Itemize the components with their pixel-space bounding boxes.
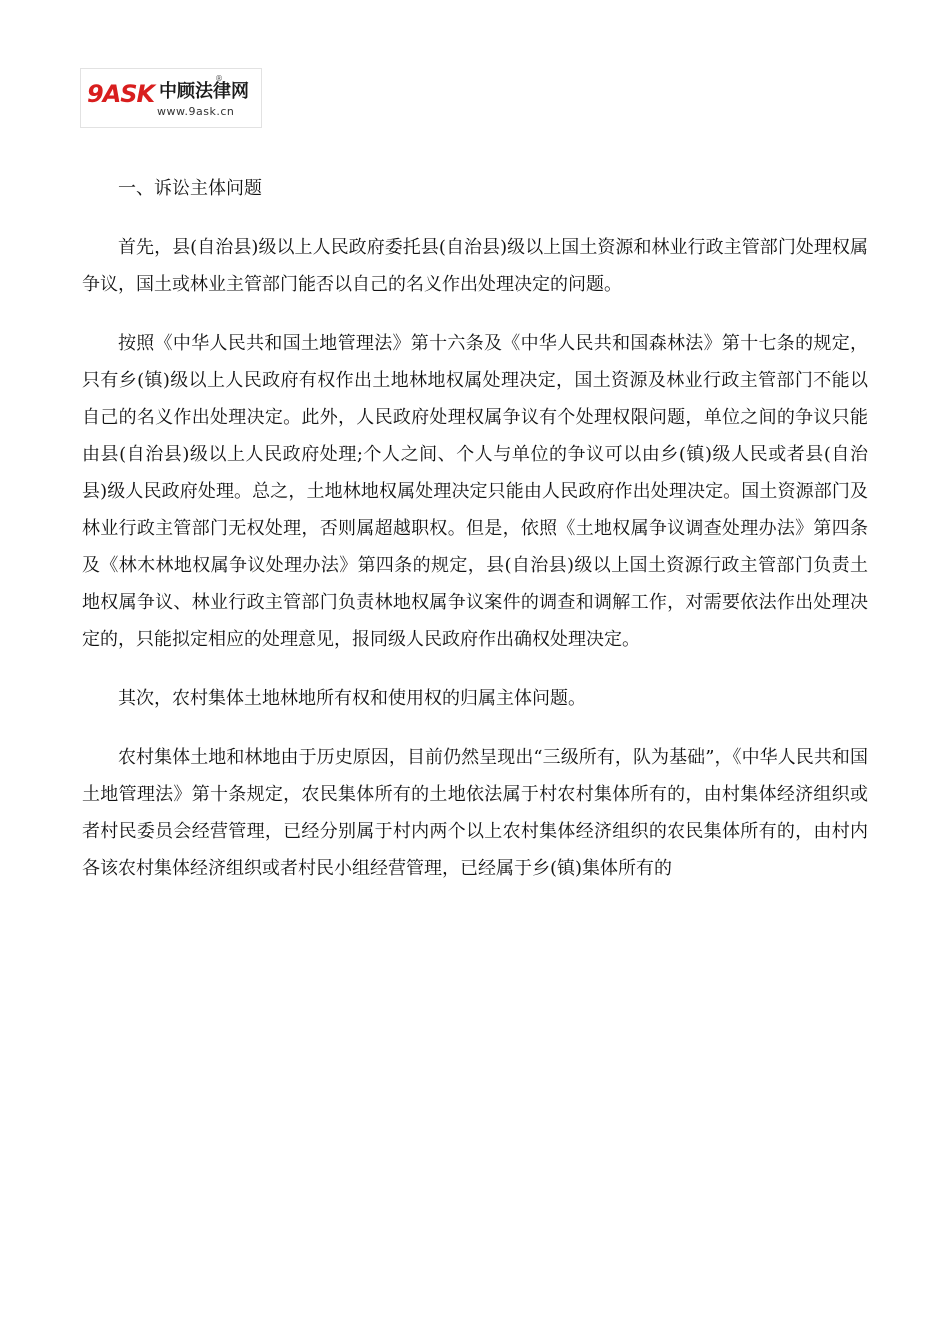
paragraph: 农村集体土地和林地由于历史原因，目前仍然呈现出“三级所有，队为基础”，《中华人民共和国土地管理法》第十条规定，农民集体所有的土地依法属于村农村集体所有的，由村集体经济组织或者村民委员会经营管理，已经分别属于村内两个以上农村集体经济组织的农民集体所有的，由村内各该农村集体经济组织或者村民小组经营管理，已经属于乡(镇)集体所有的: [82, 747, 868, 879]
logo-name: 中顾法律网: [159, 81, 249, 102]
paragraph: 其次，农村集体土地林地所有权和使用权的归属主体问题。: [118, 688, 586, 709]
document-body: [82, 170, 868, 909]
site-logo: [80, 68, 262, 128]
registered-mark: ®: [215, 74, 223, 83]
paragraph: 按照《中华人民共和国土地管理法》第十六条及《中华人民共和国森林法》第十七条的规定，只有乡(镇)级以上人民政府有权作出土地林地权属处理决定，国土资源及林业行政主管部门不能以自己的名义作出处理决定。此外，人民政府处理权属争议有个处理权限问题，单位之间的争议只能由县(自治县)级以上人民政府处理;个人之间、个人与单位的争议可以由乡(镇)级人民或者县(自治县)级人民政府处理。总之，土地林地权属处理决定只能由人民政府作出处理决定。国土资源部门及林业行政主管部门无权处理，否则属超越职权。但是，依照《土地权属争议调查处理办法》第四条及《林木林地权属争议处理办法》第四条的规定，县(自治县)级以上国土资源行政主管部门负责土地权属争议、林业行政主管部门负责林地权属争议案件的调查和调解工作，对需要依法作出处理决定的，只能拟定相应的处理意见，报同级人民政府作出确权处理决定。: [82, 333, 868, 650]
logo-mark: 9ASK: [87, 80, 155, 108]
logo-url: www.9ask.cn: [157, 105, 235, 118]
paragraph: 首先，县(自治县)级以上人民政府委托县(自治县)级以上国土资源和林业行政主管部门处理权属争议，国土或林业主管部门能否以自己的名义作出处理决定的问题。: [82, 237, 868, 295]
section-heading: 一、诉讼主体问题: [118, 178, 262, 199]
